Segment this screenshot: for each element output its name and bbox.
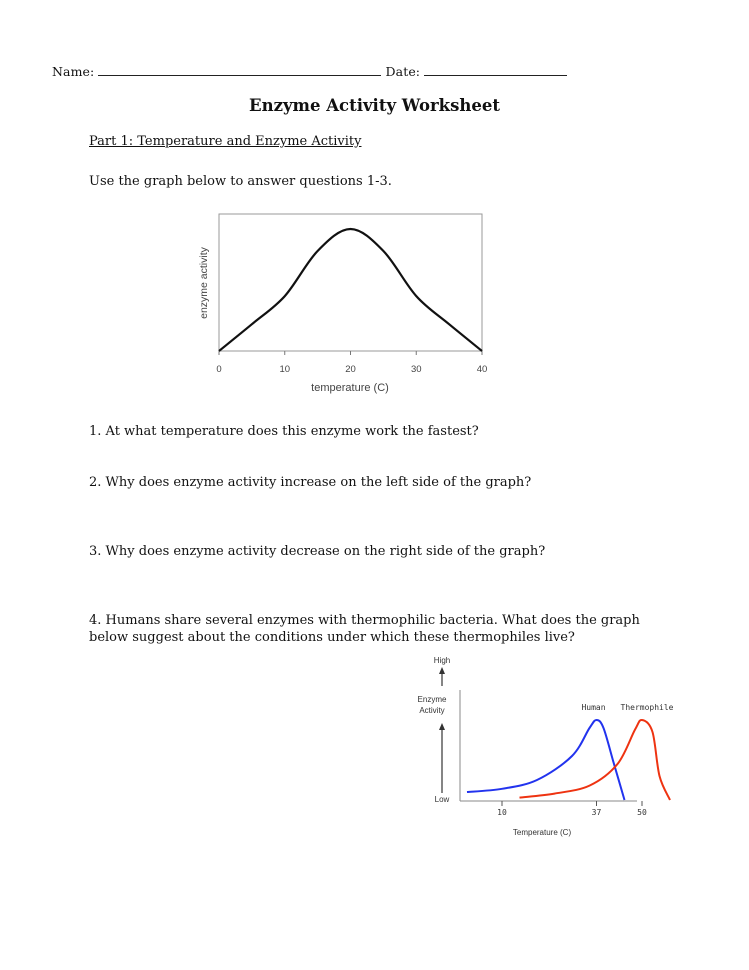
chart1-xlabel: temperature (C) [311,382,389,394]
chart2-series-label-human: Human [581,703,606,712]
chart2-ylabel: Enzyme Activity [417,695,447,715]
chart1-x-tick-label: 0 [216,364,222,375]
part1-instruction: Use the graph below to answer questions 1-3. [89,174,392,189]
chart2-y-high-label: High [433,656,451,665]
human-thermophile-chart [400,650,674,850]
chart2-series-human [467,720,625,800]
chart2-series-thermophile [520,720,671,800]
part1-heading: Part 1: Temperature and Enzyme Activity [89,134,362,149]
question-2: 2. Why does enzyme activity increase on the left side of the graph? [89,475,532,490]
question-1: 1. At what temperature does this enzyme work the fastest? [89,424,479,439]
date-label: Date: [385,64,421,79]
question-3: 3. Why does enzyme activity decrease on the right side of the graph? [89,544,546,559]
chart2-x-tick-label: 50 [637,808,647,817]
chart1-ylabel: enzyme activity [198,247,210,319]
name-label: Name: [52,64,95,79]
chart2-low-arrowhead [439,723,445,730]
chart2-high-arrowhead [439,667,445,674]
chart2-x-tick-label: 10 [497,808,507,817]
chart1-x-tick-label: 30 [410,364,422,375]
chart1-series-line [219,229,482,351]
chart2-xlabel: Temperature (C) [512,828,572,837]
date-field[interactable] [424,63,567,76]
chart1-x-tick-label: 20 [345,364,356,375]
question-4: 4. Humans share several enzymes with thermophilic bacteria. What does the graph below suggest about the conditions under which these thermophiles live? [89,613,640,645]
chart2-series-label-thermophile: Thermophile [620,703,674,712]
chart2-y-low-label: Low [434,795,450,804]
chart2-x-tick-label: 37 [591,808,602,817]
page-title: Enzyme Activity Worksheet [249,96,500,115]
name-date-line [52,63,567,79]
name-field[interactable] [98,63,381,76]
chart1-frame [219,214,482,351]
temperature-activity-chart [190,205,500,405]
chart1-x-tick-label: 10 [279,364,291,375]
chart1-x-tick-label: 40 [476,364,488,375]
